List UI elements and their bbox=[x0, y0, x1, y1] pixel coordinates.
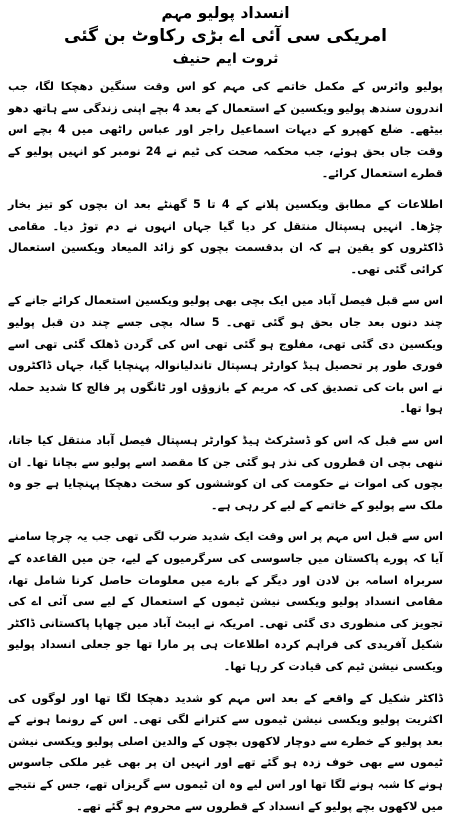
article-headline: امریکی سی آئی اے بڑی رکاوٹ بن گئی bbox=[64, 26, 387, 47]
article-paragraph: اس سے قبل کہ اس کو ڈسٹرکٹ ہیڈ کوارٹر ہسپتال فیصل آباد منتقل کیا جاتا، ننھی بچی ان قطروں کی نذر ہو گئی جن کا مقصد اسے پولیو سے بچانا تھا۔ ان بچوں کی اموات نے حکومت کی ان کوششوں کو سخت دھچکا پہنچایا ہے جو وہ ملک سے پولیو کے خاتمے کے لیے کر رہی ہے۔ bbox=[8, 434, 443, 512]
article-paragraph: اس سے قبل فیصل آباد میں ایک بچی بھی پولیو ویکسین استعمال کرائے جانے کے چند دنوں بعد جاں بحق ہو گئی تھی۔ 5 سالہ بچی جسے چند دن قبل پولیو ویکسین دی گئی تھی، مفلوج ہو گئی تھی اس کی گردن ڈھلک گئی تھی اسے فوری طور پر تحصیل ہیڈ کوارٹر ہسپتال تاندلیانوالہ پہنچایا گیا، جہاں ڈاکٹروں نے اس بات کی تصدیق کی کہ مریم کے بازوؤں اور ٹانگوں پر فالج کا شدید حملہ ہوا تھا۔ bbox=[8, 294, 443, 416]
article-paragraph: پولیو وائرس کے مکمل خاتمے کی مہم کو اس وقت سنگین دھچکا لگا، جب اندرون سندھ پولیو ویکسین کے استعمال کے بعد 4 بچے اپنی زندگی سے ہاتھ دھو بیٹھے۔ ضلع کھپرو کے دیہات اسماعیل راجر اور عباس راٹھی میں 4 بچے اس وقت جاں بحق ہوئے، جب محکمہ صحت کی ٹیم نے 24 نومبر کو انہیں پولیو کے قطرے استعمال کرائے۔ bbox=[8, 80, 443, 180]
article-kicker: انسداد پولیو مہم bbox=[161, 4, 290, 22]
article-paragraph: ڈاکٹر شکیل کے واقعے کے بعد اس مہم کو شدید دھچکا لگا تھا اور لوگوں کی اکثریت پولیو ویکسی نیشن ٹیموں سے کترانے لگی تھی۔ اس کے رونما ہونے کے بعد پولیو کے خطرے سے دوچار لاکھوں بچوں کے والدین اصلی پولیو ویکسی نیشن ٹیموں سے بھی خوف زدہ ہو گئے تھے اور انہیں ان پر بھی غیر ملکی جاسوس ہونے کا شبہ ہونے لگا تھا اور اس لیے وہ ان ٹیموں سے گریزاں تھے، جس کے نتیجے میں لاکھوں بچے پولیو کے انسداد کے قطروں سے محروم ہو گئے تھے۔ bbox=[8, 691, 443, 813]
article-byline: ثروت ایم حنیف bbox=[172, 50, 279, 67]
article-paragraph: اس سے قبل اس مہم پر اس وقت ایک شدید ضرب لگی تھی جب یہ چرچا سامنے آیا کہ پورے پاکستان میں جاسوسی کی سرگرمیوں کے لیے، جن میں القاعدہ کے سربراہ اسامہ بن لادن اور دیگر کے بارے میں معلومات حاصل کرنا شامل تھا، مقامی انسداد پولیو ویکسی نیشن ٹیموں کے استعمال کے لیے سی آئی اے کی تجویز کی منظوری دی گئی تھی۔ امریکہ نے ایبٹ آباد میں چھاپا پاکستانی ڈاکٹر شکیل آفریدی کی فراہم کردہ اطلاعات ہی پر مارا تھا جو جعلی انسداد پولیو ویکسی نیشن ٹیم کی قیادت کر رہا تھا۔ bbox=[8, 530, 443, 673]
article-paragraph: اطلاعات کے مطابق ویکسین پلانے کے 4 تا 5 گھنٹے بعد ان بچوں کو تیز بخار چڑھا۔ انہیں ہسپتال منتقل کر دیا گیا جہاں انہوں نے دم توڑ دیا۔ مقامی ڈاکٹروں کو یقین ہے کہ ان بدقسمت بچوں کو زائد المیعاد ویکسین استعمال کرائی گئی تھی۔ bbox=[8, 198, 443, 276]
